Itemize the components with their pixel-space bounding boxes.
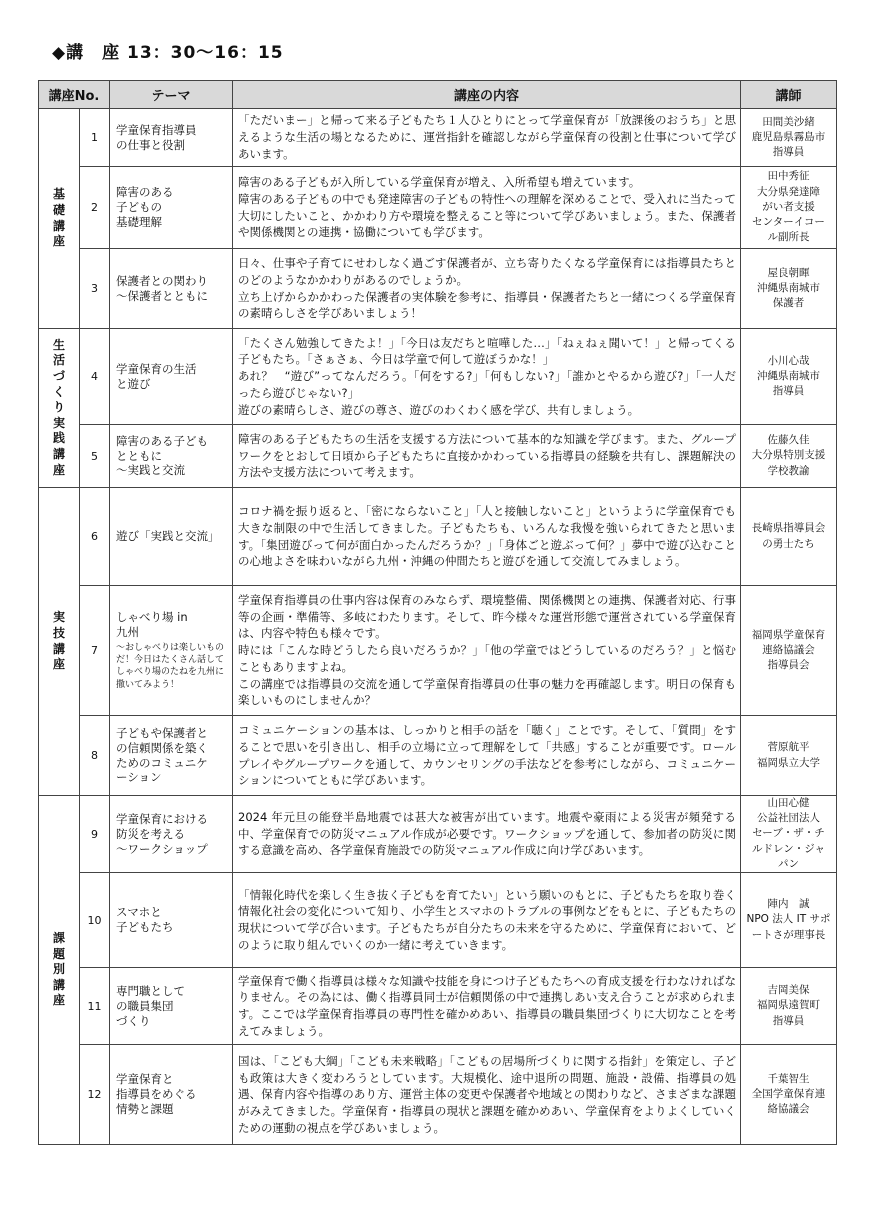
category-cell <box>39 109 80 329</box>
table-row <box>39 586 837 716</box>
course-content: 日々、仕事や子育てにせわしなく過ごす保護者が、立ち寄りたくなる学童保育には指導員たちとのどのようなかかわりがあるのでしょうか。 立ち上げからかかわった保護者の実体験を参考に、指導員・保護者たちと一緒につくる学童保育の素晴らしさを学びあいましょう！ <box>233 249 741 329</box>
course-teacher: 菅原航平 福岡県立大学 <box>741 716 837 796</box>
table-row <box>39 1045 837 1145</box>
course-theme: 障害のある 子どもの 基礎理解 <box>110 167 233 249</box>
header-teacher: 講師 <box>741 81 837 109</box>
course-teacher: 千葉智生 全国学童保育連 絡協議会 <box>741 1045 837 1145</box>
course-content: 「ただいまー」と帰って来る子どもたち１人ひとりにとって学童保育が「放課後のおうち」と思えるような生活の場となるために、運営指針を確認しながら学童保育の役割と仕事について学びあいます。 <box>233 109 741 167</box>
table-row <box>39 329 837 425</box>
course-theme: スマホと 子どもたち <box>110 873 233 968</box>
course-table <box>38 80 837 1145</box>
course-no: 7 <box>80 586 110 716</box>
course-content: コロナ禍を振り返ると、「密にならないこと」「人と接触しないこと」というように学童保育でも大きな制限の中で生活してきました。子どもたちも、いろんな我慢を強いられてきたと思います。「集団遊びって何が面白かったんだろうか？」「身体ごと遊ぶって何？」夢中で遊び込むことの心地よさを味わいながら九州・沖縄の仲間たちと遊びを通して交流してみましょう。 <box>233 488 741 586</box>
table-row <box>39 968 837 1045</box>
course-no: 11 <box>80 968 110 1045</box>
course-theme: 子どもや保護者と の信頼関係を築く ためのコミュニケ ーション <box>110 716 233 796</box>
course-theme: 学童保育指導員 の仕事と役割 <box>110 109 233 167</box>
category-label: 生活づくり実践講座 <box>52 337 65 477</box>
page-heading: ◆講 座 13：30〜16：15 <box>52 43 284 63</box>
course-teacher: 福岡県学童保育 連絡協議会 指導員会 <box>741 586 837 716</box>
course-theme: 遊び「実践と交流」 <box>110 488 233 586</box>
course-no: 4 <box>80 329 110 425</box>
table-row <box>39 425 837 488</box>
course-content: 「情報化時代を楽しく生き抜く子どもを育てたい」という願いのもとに、子どもたちを取り巻く情報化社会の変化について知り、小学生とスマホのトラブルの事例などをもとに、子どもたちの現状について学び合います。子どもたちが自分たちの未来を守るために、学童保育において、どのように取り組んでいくのか一緒に考えていきます。 <box>233 873 741 968</box>
course-theme-subtitle: 〜おしゃべりは楽しいものだ！今日はたくさん話してしゃべり場のたねを九州に撒いてみよう！ <box>116 643 225 690</box>
course-content: 「たくさん勉強してきたよ！」「今日は友だちと喧嘩した…」「ねぇねぇ聞いて！」と帰ってくる子どもたち。「さぁさぁ、今日は学童で何して遊ぼうかな！」 あれ？ “遊び”ってなんだろう。「何をする?」「何もしない?」「誰かとやるから遊び?」「一人だったら遊びじゃない?」 遊びの素晴らしさ、遊びの尊さ、遊びのわくわく感を学び、共有しましょう。 <box>233 329 741 425</box>
course-content: 障害のある子どもたちの生活を支援する方法について基本的な知識を学びます。また、グループワークをとおして日頃から子どもたちに直接かかわっている指導員の経験を共有し、課題解決の方法や支援方法について考えます。 <box>233 425 741 488</box>
course-teacher: 小川心哉 沖縄県南城市 指導員 <box>741 329 837 425</box>
table-row <box>39 873 837 968</box>
course-theme: 障害のある子ども とともに 〜実践と交流 <box>110 425 233 488</box>
course-theme: しゃべり場 in 九州 <box>116 610 188 640</box>
course-theme: 学童保育における 防災を考える 〜ワークショップ <box>110 796 233 873</box>
course-no: 5 <box>80 425 110 488</box>
table-row <box>39 249 837 329</box>
course-theme: 保護者との関わり 〜保護者とともに <box>110 249 233 329</box>
course-theme: 学童保育と 指導員をめぐる 情勢と課題 <box>110 1045 233 1145</box>
course-teacher: 田中秀征 大分県発達障 がい者支援 センターイコー ル副所長 <box>741 167 837 249</box>
course-teacher: 長崎県指導員会 の勇士たち <box>741 488 837 586</box>
table-row <box>39 109 837 167</box>
course-no: 8 <box>80 716 110 796</box>
course-no: 10 <box>80 873 110 968</box>
course-theme-cell <box>110 586 233 716</box>
table-header-row <box>39 81 837 109</box>
course-no: 6 <box>80 488 110 586</box>
course-theme: 専門職として の職員集団 づくり <box>110 968 233 1045</box>
course-theme: 学童保育の生活 と遊び <box>110 329 233 425</box>
table-row <box>39 716 837 796</box>
table-row <box>39 167 837 249</box>
category-cell <box>39 488 80 796</box>
course-teacher: 屋良朝暉 沖縄県南城市 保護者 <box>741 249 837 329</box>
course-content: 障害のある子どもが入所している学童保育が増え、入所希望も増えています。 障害のある子どもの中でも発達障害の子どもの特性への理解を深めることで、受入れに当たって大切にしたいこと、かかわり方や環境を整えること等について学びあいましょう。また、保護者や関係機関との連携・協働についても学びます。 <box>233 167 741 249</box>
header-content: 講座の内容 <box>233 81 741 109</box>
course-teacher: 佐藤久佳 大分県特別支援 学校教諭 <box>741 425 837 488</box>
course-no: 9 <box>80 796 110 873</box>
course-content: 2024 年元旦の能登半島地震では甚大な被害が出ています。地震や豪雨による災害が頻発する中、学童保育での防災マニュアル作成が必要です。ワークショップを通して、参加者の防災に関する意識を高め、各学童保育施設での防災マニュアル作成に向け学びあいます。 <box>233 796 741 873</box>
course-content: 学童保育指導員の仕事内容は保育のみならず、環境整備、関係機関との連携、保護者対応、行事等の企画・準備等、多岐にわたります。そして、昨今様々な運営形態で運営されている学童保育は、内容や特色も様々です。 時には「こんな時どうしたら良いだろうか？」「他の学童ではどうしているのだろう？」と悩むこともありますよね。 この講座では指導員の交流を通して学童保育指導員の仕事の魅力を再確認します。明日の保育も楽しいものにしませんか？ <box>233 586 741 716</box>
course-content: コミュニケーションの基本は、しっかりと相手の話を「聴く」ことです。そして、「質問」をすることで思いを引き出し、相手の立場に立って理解をして「共感」することが重要です。ロールプレイやグループワークを通して、カウンセリングの手法などを参考にしながら、コミュニケーションについてともに学びあいます。 <box>233 716 741 796</box>
category-label: 基礎講座 <box>52 187 65 249</box>
category-cell <box>39 796 80 1145</box>
course-no: 2 <box>80 167 110 249</box>
course-content: 学童保育で働く指導員は様々な知識や技能を身につけ子どもたちへの育成支援を行わなければなりません。その為には、働く指導員同士が信頼関係の中で連携しあい支え合うことが求められます。ここでは学童保育指導員の専門性を確かめあい、指導員の職員集団づくりに大切なことを考えてみましょう。 <box>233 968 741 1045</box>
course-no: 12 <box>80 1045 110 1145</box>
course-teacher: 吉岡美保 福岡県遠賀町 指導員 <box>741 968 837 1045</box>
course-no: 1 <box>80 109 110 167</box>
course-no: 3 <box>80 249 110 329</box>
course-teacher: 田間美沙緒 鹿児島県霧島市 指導員 <box>741 109 837 167</box>
course-teacher: 陣内 誠 NPO 法人 IT サポ ートさが理事長 <box>741 873 837 968</box>
category-label: 実技講座 <box>52 610 65 672</box>
table-row <box>39 488 837 586</box>
table-row <box>39 796 837 873</box>
header-no: 講座No. <box>39 81 110 109</box>
category-cell <box>39 329 80 488</box>
category-label: 課題別講座 <box>52 931 65 1008</box>
course-content: 国は、「こども大綱」「こども未来戦略」「こどもの居場所づくりに関する指針」を策定し、子ども政策は大きく変わろうとしています。大規模化、途中退所の問題、施設・設備、指導員の処遇、保育内容や指導のあり方、運営主体の変更や保護者や地域との関わりなど、さまざまな課題がみえてきました。学童保育・指導員の現状と課題を確かめあい、学童保育をよりよくしていくための運動の視点を学びあいましょう。 <box>233 1045 741 1145</box>
course-teacher: 山田心健 公益社団法人 セーブ・ザ・チ ルドレン・ジャ パン <box>741 796 837 873</box>
header-theme: テーマ <box>110 81 233 109</box>
